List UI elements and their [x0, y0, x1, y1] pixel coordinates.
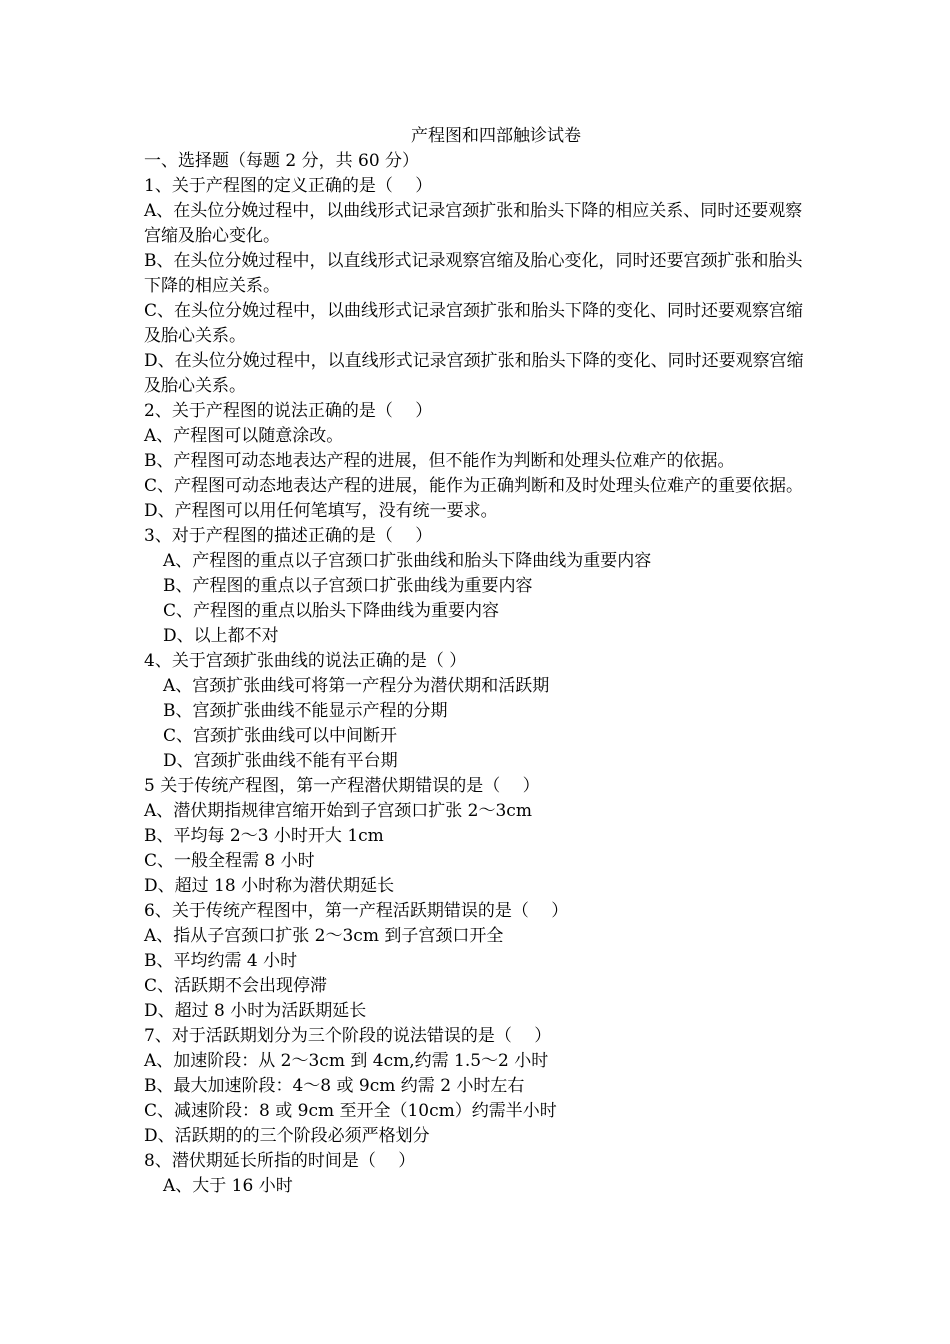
question-option: A、在头位分娩过程中，以曲线形式记录宫颈扩张和胎头下降的相应关系、同时还要观察宫缩及胎心变化。 [144, 201, 803, 246]
question-option: D、产程图可以用任何笔填写，没有统一要求。 [144, 501, 498, 521]
question-option: A、大于 16 小时 [163, 1176, 293, 1196]
question-option: D、宫颈扩张曲线不能有平台期 [163, 751, 398, 771]
question-option: D、超过 18 小时称为潜伏期延长 [144, 876, 395, 896]
question-stem: 5 关于传统产程图，第一产程潜伏期错误的是（ ） [144, 776, 540, 796]
question-option: B、最大加速阶段：4～8 或 9cm 约需 2 小时左右 [144, 1076, 525, 1096]
question-option: C、一般全程需 8 小时 [144, 851, 315, 871]
question-stem: 1、关于产程图的定义正确的是（ ） [144, 176, 433, 196]
question-option: A、潜伏期指规律宫缩开始到子宫颈口扩张 2～3cm [144, 801, 532, 821]
question-option: C、宫颈扩张曲线可以中间断开 [163, 726, 398, 746]
question-option: B、宫颈扩张曲线不能显示产程的分期 [163, 701, 448, 721]
question-option: C、减速阶段：8 或 9cm 至开全（10cm）约需半小时 [144, 1101, 557, 1121]
question-option: A、宫颈扩张曲线可将第一产程分为潜伏期和活跃期 [163, 676, 550, 696]
question-option: C、产程图可动态地表达产程的进展，能作为正确判断和及时处理头位难产的重要依据。 [144, 476, 804, 496]
question-stem: 6、关于传统产程图中，第一产程活跃期错误的是（ ） [144, 901, 569, 921]
question-option: B、产程图的重点以子宫颈口扩张曲线为重要内容 [163, 576, 533, 596]
question-option: C、产程图的重点以胎头下降曲线为重要内容 [163, 601, 500, 621]
question-stem: 3、对于产程图的描述正确的是（ ） [144, 526, 433, 546]
question-option: C、在头位分娩过程中，以曲线形式记录宫颈扩张和胎头下降的变化、同时还要观察宫缩及胎心关系。 [144, 301, 804, 346]
question-option: D、以上都不对 [163, 626, 279, 646]
section-heading: 一、选择题（每题 2 分，共 60 分） [144, 151, 420, 171]
exam-page [144, 124, 808, 1199]
question-option: B、在头位分娩过程中，以直线形式记录观察宫缩及胎心变化，同时还要宫颈扩张和胎头下降的相应关系。 [144, 251, 803, 296]
question-stem: 7、对于活跃期划分为三个阶段的说法错误的是（ ） [144, 1026, 552, 1046]
question-option: A、指从子宫颈口扩张 2～3cm 到子宫颈口开全 [144, 926, 504, 946]
question-option: D、活跃期的的三个阶段必须严格划分 [144, 1126, 430, 1146]
exam-title: 产程图和四部触诊试卷 [411, 126, 581, 146]
question-option: D、在头位分娩过程中，以直线形式记录宫颈扩张和胎头下降的变化、同时还要观察宫缩及胎心关系。 [144, 351, 804, 396]
question-option: B、产程图可动态地表达产程的进展，但不能作为判断和处理头位难产的依据。 [144, 451, 735, 471]
question-option: B、平均约需 4 小时 [144, 951, 298, 971]
question-option: A、产程图可以随意涂改。 [144, 426, 344, 446]
question-option: C、活跃期不会出现停滞 [144, 976, 328, 996]
question-option: B、平均每 2～3 小时开大 1cm [144, 826, 384, 846]
question-stem: 8、潜伏期延长所指的时间是（ ） [144, 1151, 416, 1171]
question-option: D、超过 8 小时为活跃期延长 [144, 1001, 367, 1021]
question-stem: 4、关于宫颈扩张曲线的说法正确的是（ ） [144, 651, 467, 671]
question-option: A、产程图的重点以子宫颈口扩张曲线和胎头下降曲线为重要内容 [163, 551, 652, 571]
question-option: A、加速阶段：从 2～3cm 到 4cm,约需 1.5～2 小时 [144, 1051, 549, 1071]
question-stem: 2、关于产程图的说法正确的是（ ） [144, 401, 433, 421]
